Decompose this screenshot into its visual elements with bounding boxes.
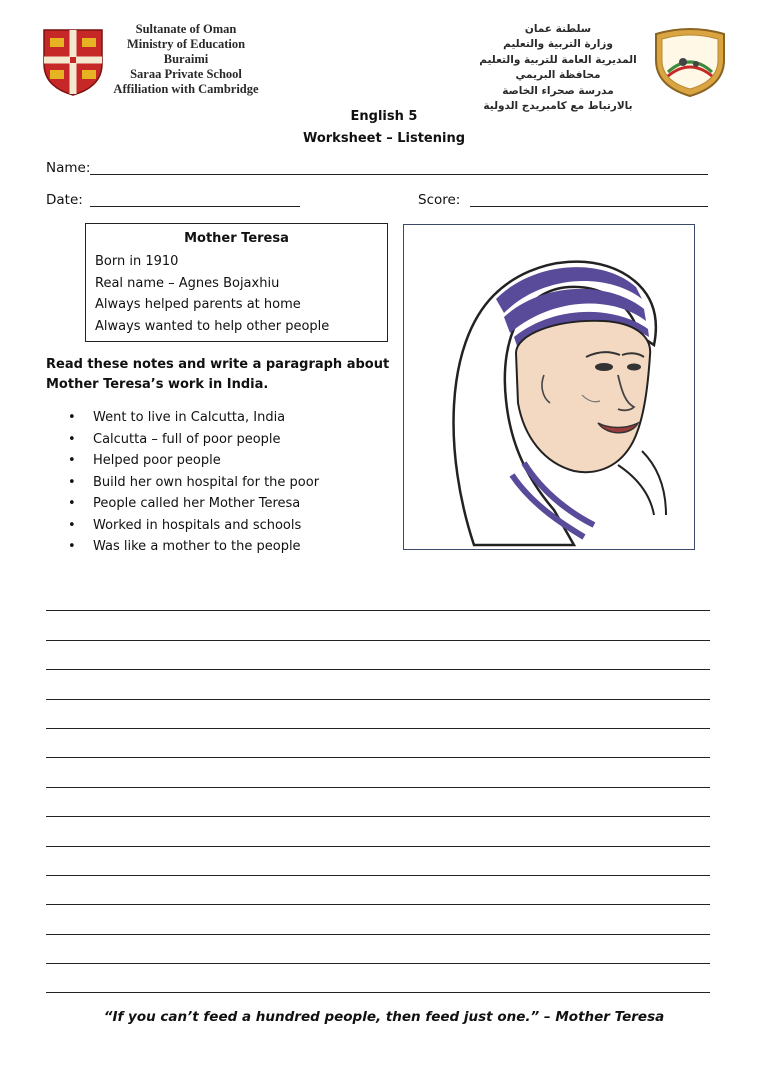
bullet-item (68, 429, 319, 451)
note-line: Real name – Agnes Bojaxhiu (95, 275, 280, 291)
writing-line[interactable] (46, 641, 710, 670)
bullet-text: Calcutta – full of poor people (93, 431, 281, 447)
school-ar-line: مدرسة صحراء الخاصة (502, 84, 614, 97)
note-line: Always helped parents at home (95, 297, 301, 312)
writing-line[interactable] (46, 935, 710, 964)
school-name-arabic (478, 22, 638, 114)
school-ar-line: سلطنة عمان (524, 23, 592, 35)
bullet-item (68, 536, 319, 558)
cambridge-crest-logo (42, 28, 104, 96)
writing-line[interactable] (46, 876, 710, 905)
writing-line[interactable] (46, 729, 710, 758)
writing-line[interactable] (46, 788, 710, 817)
worksheet-titles (0, 106, 768, 150)
school-ar-line: بالارتباط مع كامبريدج الدولية (483, 100, 633, 113)
writing-line[interactable] (46, 700, 710, 729)
school-ar-line: المديرية العامة للتربية والتعليم (479, 53, 637, 66)
bullet-item (68, 515, 319, 537)
school-en-line: Affiliation with Cambridge (113, 82, 259, 96)
writing-line[interactable] (46, 847, 710, 876)
writing-line[interactable] (46, 905, 710, 934)
bullet-text: Went to live in Calcutta, India (93, 410, 286, 425)
bullet-item (68, 472, 319, 494)
closing-quote: “If you can’t feed a hundred people, then feed just one.” – Mother Teresa (103, 1009, 665, 1025)
name-label: Name: (46, 160, 91, 176)
note-line: Always wanted to help other people (95, 318, 330, 334)
school-en-line: Sultanate of Oman (135, 22, 237, 36)
school-en-line: Saraa Private School (130, 67, 242, 81)
writing-line[interactable] (46, 611, 710, 640)
notes-title: Mother Teresa (184, 231, 289, 246)
bullet-dot-icon: • (68, 410, 76, 425)
bullet-item (68, 493, 319, 515)
bullet-dot-icon: • (68, 474, 76, 490)
task-instruction: Read these notes and write a paragraph about Mother Teresa’s work in India. (46, 357, 390, 392)
school-name-english (106, 22, 266, 97)
notes-bullet-list (68, 407, 319, 558)
bullet-item (68, 407, 319, 429)
date-label: Date: (46, 192, 83, 208)
note-line: Born in 1910 (95, 254, 179, 269)
bullet-dot-icon: • (68, 496, 76, 511)
school-badge-logo (650, 26, 730, 98)
bullet-text: Helped poor people (93, 453, 221, 468)
name-blank[interactable] (90, 174, 708, 175)
school-en-line: Buraimi (163, 52, 209, 66)
date-blank[interactable] (90, 206, 300, 207)
bullet-dot-icon: • (68, 517, 76, 533)
writing-line[interactable] (46, 817, 710, 846)
subject-title: English 5 (350, 109, 418, 124)
portrait-illustration (404, 225, 694, 549)
bullet-text: Was like a mother to the people (93, 539, 301, 554)
bullet-text: People called her Mother Teresa (93, 496, 301, 511)
writing-line[interactable] (46, 582, 710, 611)
score-label: Score: (418, 192, 461, 208)
bullet-item (68, 450, 319, 472)
writing-line[interactable] (46, 964, 710, 993)
bullet-dot-icon: • (68, 453, 76, 468)
score-blank[interactable] (470, 206, 708, 207)
writing-area[interactable] (46, 582, 710, 993)
school-ar-line: محافظة البريمي (515, 69, 601, 82)
bullet-text: Worked in hospitals and schools (93, 517, 302, 533)
writing-line[interactable] (46, 758, 710, 787)
worksheet-title: Worksheet – Listening (302, 131, 466, 146)
school-ar-line: وزارة التربية والتعليم (503, 38, 613, 51)
mother-teresa-portrait (403, 224, 695, 550)
school-en-line: Ministry of Education (126, 37, 246, 51)
bullet-dot-icon: • (68, 431, 76, 447)
writing-line[interactable] (46, 670, 710, 699)
bullet-dot-icon: • (68, 539, 76, 554)
bullet-text: Build her own hospital for the poor (93, 474, 320, 490)
notes-box (85, 223, 388, 342)
